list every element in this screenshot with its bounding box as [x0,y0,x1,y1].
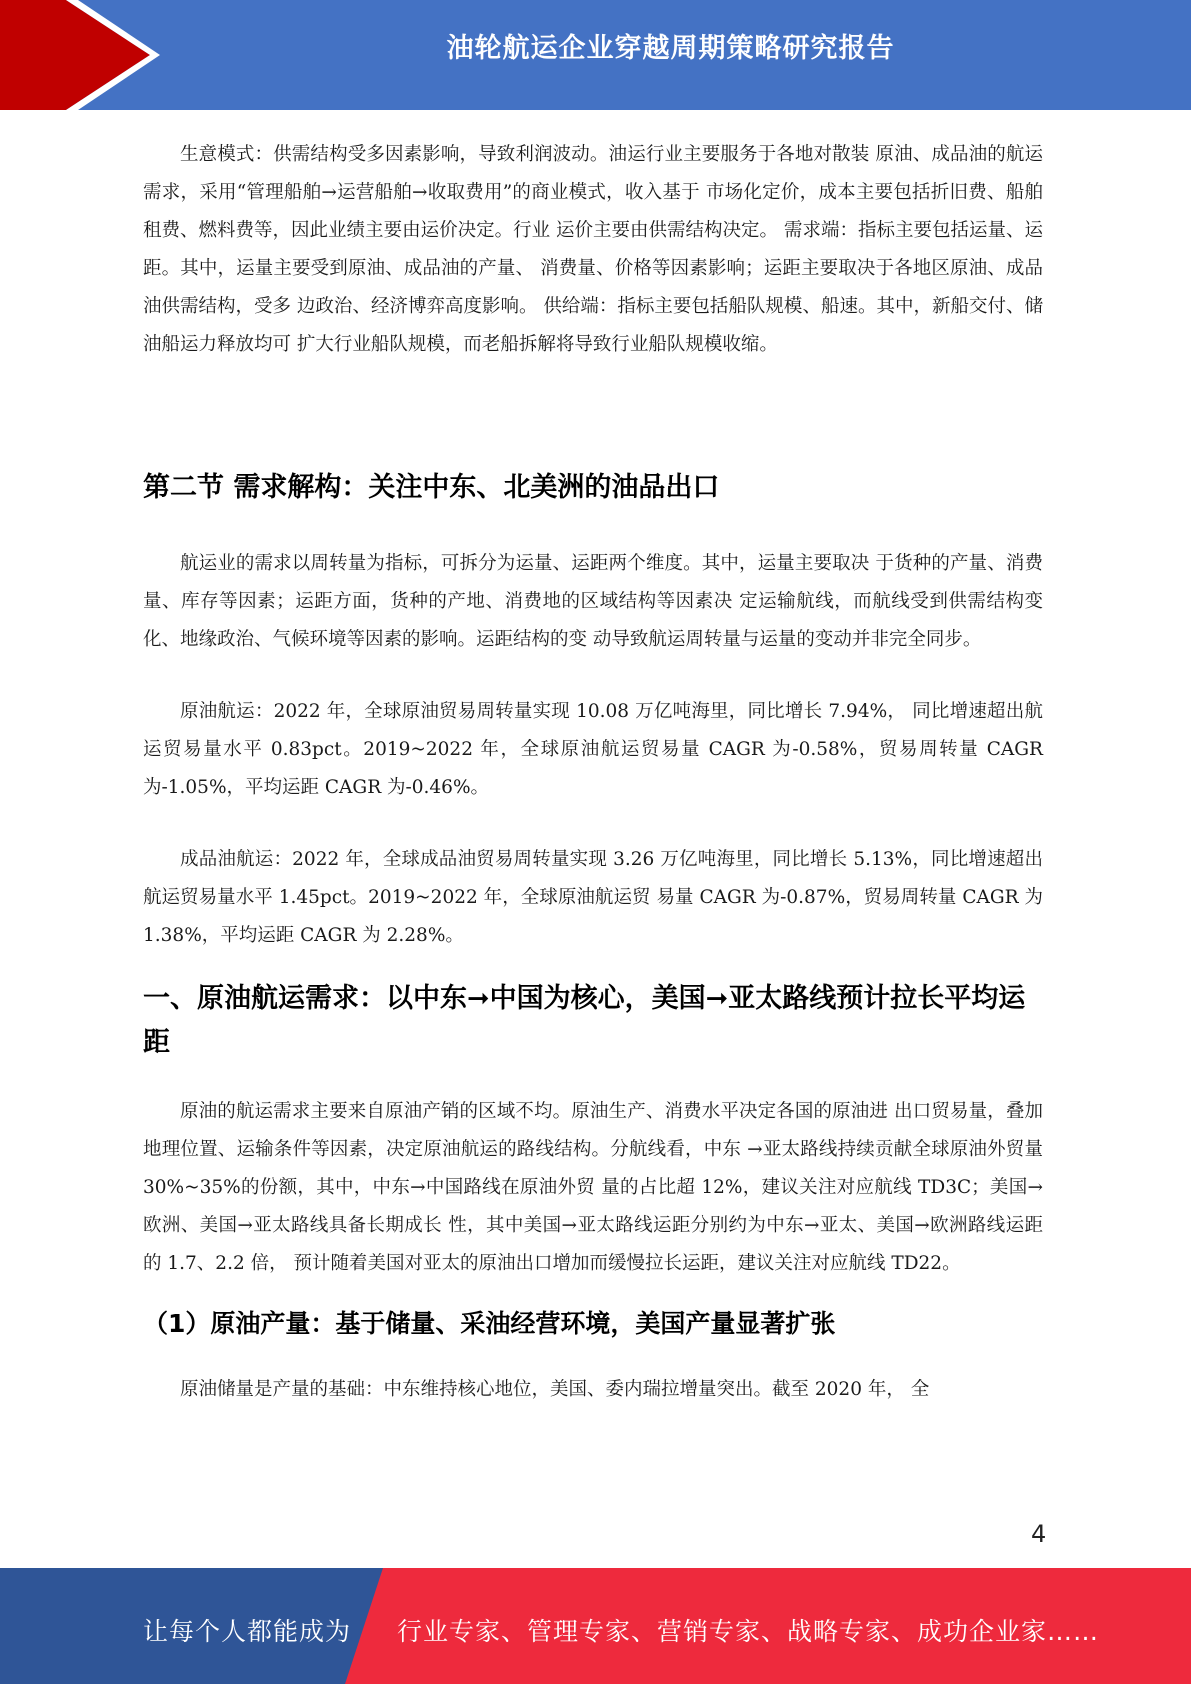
document-body [143,136,1043,1409]
page-number: 4 [1031,1520,1047,1548]
footer-slogan-right: 行业专家、管理专家、营销专家、战略专家、成功企业家…… [397,1617,1100,1646]
subsection-heading: 一、原油航运需求：以中东➞中国为核心，美国➞亚太路线预计拉长平均运距 [143,983,1026,1058]
header-title: 油轮航运企业穿越周期策略研究报告 [446,33,895,64]
paragraph-product-shipping: 成品油航运：2022 年，全球成品油贸易周转量实现 3.26 万亿吨海里，同比增长 5.13%，同比增速超出航运贸易量水平 1.45pct。2019~2022 年，全球原油航运贸 易量 CAGR 为-0.87%，贸易周转量 CAGR 为 1.38%，平均运距 CAGR 为 2.28%。 [143,849,1043,946]
paragraph-demand-overview: 航运业的需求以周转量为指标，可拆分为运量、运距两个维度。其中，运量主要取决 于货种的产量、消费量、库存等因素；运距方面，货种的产地、消费地的区域结构等因素决 定运输航线，而航线受到供需结构变化、地缘政治、气候环境等因素的影响。运距结构的变 动导致航运周转量与运量的变动并非完全同步。 [143,553,1043,650]
paragraph-business-model: 生意模式：供需结构受多因素影响，导致利润波动。油运行业主要服务于各地对散装 原油、成品油的航运需求，采用“管理船舶→运营船舶→收取费用”的商业模式，收入基于 市场化定价，成本主要包括折旧费、船舶租费、燃料费等，因此业绩主要由运价决定。行业 运价主要由供需结构决定。 需求端：指标主要包括运量、运距。其中，运量主要受到原油、成品油的产量、 消费量、价格等因素影响；运距主要取决于各地区原油、成品油供需结构，受多 边政治、经济博弈高度影响。 供给端：指标主要包括船队规模、船速。其中，新船交付、储油船运力释放均可 扩大行业船队规模，而老船拆解将导致行业船队规模收缩。 [143,144,1043,355]
paragraph-crude-shipping: 原油航运：2022 年，全球原油贸易周转量实现 10.08 万亿吨海里，同比增长 7.94%， 同比增速超出航运贸易量水平 0.83pct。2019~2022 年，全球原油航运贸易量 CAGR 为-0.58%，贸易周转量 CAGR 为-1.05%，平均运距 CAGR 为-0.46%。 [143,701,1043,798]
page-footer [0,1568,1191,1684]
paragraph-crude-reserves: 原油储量是产量的基础：中东维持核心地位，美国、委内瑞拉增量突出。截至 2020 年， 全 [180,1379,930,1400]
page-header [0,0,1191,110]
section-heading: 第二节 需求解构：关注中东、北美洲的油品出口 [143,472,720,503]
paragraph-crude-demand: 原油的航运需求主要来自原油产销的区域不均。原油生产、消费水平决定各国的原油进 出口贸易量，叠加地理位置、运输条件等因素，决定原油航运的路线结构。分航线看，中东 →亚太路线持续贡献全球原油外贸量 30%~35%的份额，其中，中东→中国路线在原油外贸 量的占比超 12%，建议关注对应航线 TD3C；美国→欧洲、美国→亚太路线具备长期成长 性，其中美国→亚太路线运距分别约为中东→亚太、美国→欧洲路线运距的 1.7、2.2 倍， 预计随着美国对亚太的原油出口增加而缓慢拉长运距，建议关注对应航线 TD22。 [143,1101,1043,1274]
subsubsection-heading: （1）原油产量：基于储量、采油经营环境，美国产量显著扩张 [143,1309,836,1338]
footer-slogan-left: 让每个人都能成为 [143,1617,352,1646]
